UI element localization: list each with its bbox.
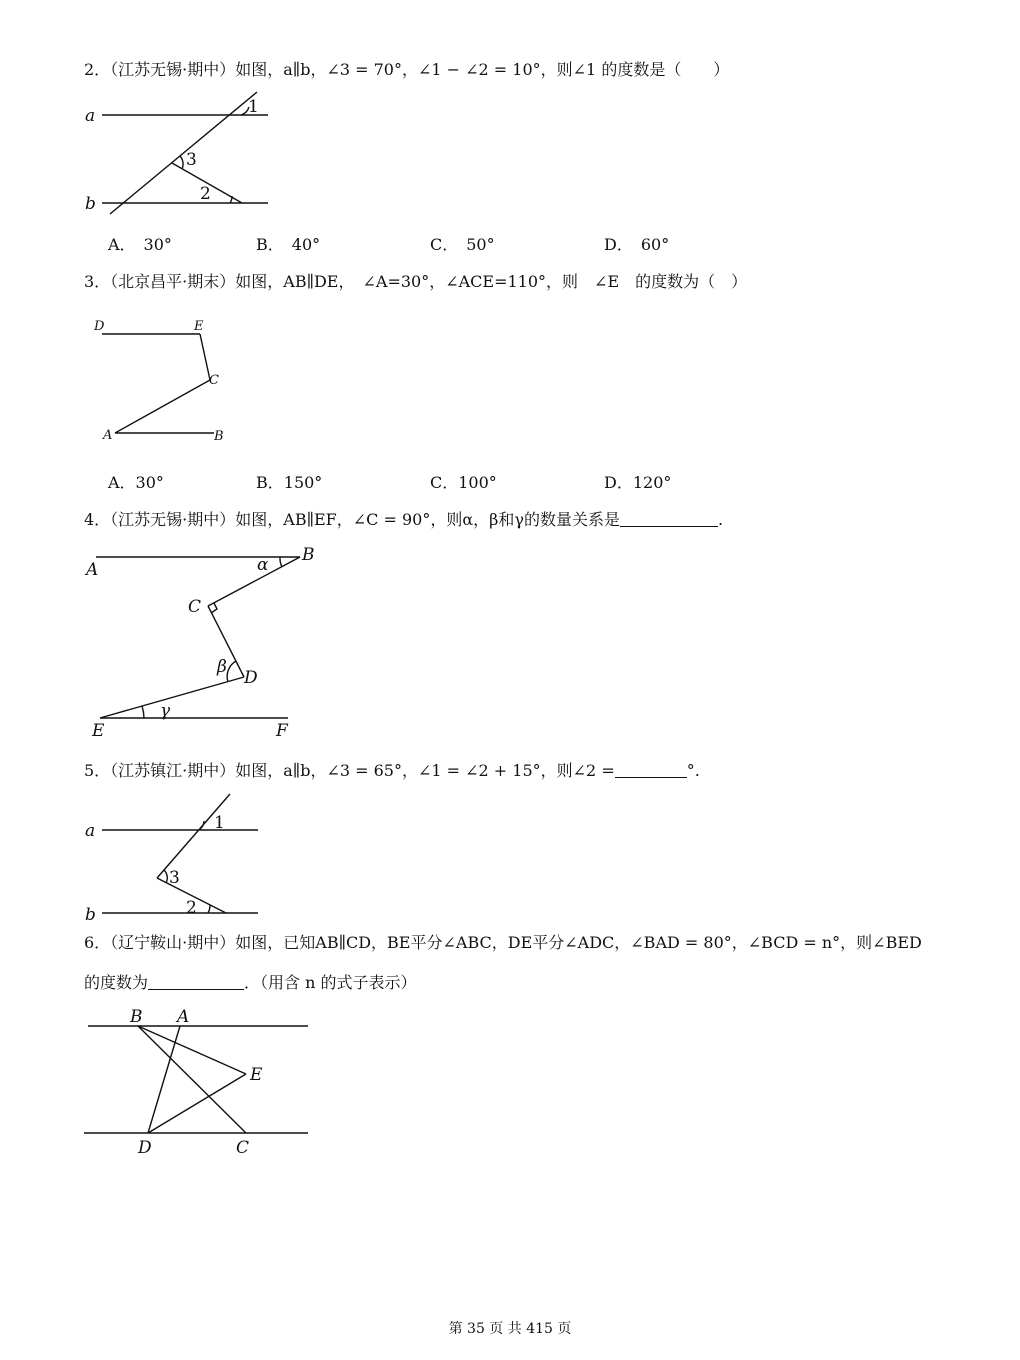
segment-BC [208, 557, 300, 606]
q2-choice-b: B． 40° [256, 235, 321, 254]
label-angle-1: 1 [214, 813, 225, 833]
segment-DE [100, 677, 244, 718]
label-F: F [276, 721, 288, 741]
label-A: A [103, 428, 113, 443]
label-b: b [85, 905, 96, 925]
segment-CA [115, 380, 210, 433]
question-2-figure [80, 86, 280, 218]
q6-prefix: 的度数为 [84, 973, 149, 992]
label-a: a [85, 106, 96, 126]
label-angle-2: 2 [186, 898, 197, 918]
q4-tail: . [717, 510, 724, 529]
question-6-line2 [84, 972, 417, 994]
q5-text: 5．（江苏镇江·期中）如图，a∥b，∠3 = 65°，∠1 = ∠2 + 15°，则∠2 = [84, 761, 615, 780]
q2-choice-c: C． 50° [430, 235, 495, 254]
question-6-figure [80, 1000, 320, 1160]
alpha-arc [280, 557, 282, 567]
label-E: E [92, 721, 105, 741]
question-2-stem: 2．（江苏无锡·期中）如图，a∥b，∠3 = 70°，∠1 − ∠2 = 10°，则∠1 的度数是（ ） [84, 60, 730, 79]
gamma-arc [142, 706, 144, 718]
angle-1-arc [199, 821, 204, 830]
question-4-figure [82, 540, 322, 740]
question-5-figure [80, 790, 280, 925]
label-D: D [138, 1138, 152, 1158]
label-B: B [130, 1007, 143, 1027]
label-beta: β [217, 657, 227, 677]
beta-arc [227, 661, 236, 682]
answer-blank[interactable] [148, 973, 244, 990]
q3-choice-d: D．120° [604, 473, 672, 492]
label-b: b [85, 194, 96, 214]
page-footer: 第 35 页 共 415 页 [448, 1321, 572, 1337]
answer-blank[interactable] [620, 510, 718, 527]
label-E: E [194, 319, 204, 334]
angle-2-arc [208, 905, 210, 913]
label-D: D [244, 668, 258, 688]
label-A: A [177, 1007, 190, 1027]
label-a: a [85, 821, 96, 841]
label-B: B [302, 545, 315, 565]
q3-choice-c: C．100° [430, 473, 497, 492]
q2-choice-d: D． 60° [604, 235, 670, 254]
question-5-stem [84, 760, 700, 782]
segment-upper [157, 794, 230, 878]
label-alpha: α [257, 555, 269, 575]
label-angle-3: 3 [169, 868, 180, 888]
label-B: B [214, 429, 224, 444]
q2-choice-a: A． 30° [108, 235, 172, 254]
q6-suffix: ．（用含 n 的式子表示） [244, 973, 417, 992]
label-C: C [236, 1138, 250, 1158]
label-angle-2: 2 [200, 184, 211, 204]
answer-blank[interactable] [615, 761, 687, 778]
question-4-stem [84, 509, 723, 531]
segment-BE [138, 1026, 246, 1074]
label-A: A [86, 560, 99, 580]
label-angle-1: 1 [248, 97, 259, 117]
question-3-stem: 3．（北京昌平·期末）如图，AB∥DE， ∠A=30°，∠ACE=110°，则 ∠E 的度数为（ ） [84, 272, 748, 291]
label-D: D [94, 319, 105, 334]
q4-text: 4．（江苏无锡·期中）如图，AB∥EF，∠C = 90°，则α，β和γ的数量关系是 [84, 510, 620, 529]
q3-choice-b: B．150° [256, 473, 323, 492]
transversal [110, 92, 257, 214]
q5-tail: °. [686, 761, 700, 780]
question-6-stem: 6．（辽宁鞍山·期中）如图，已知AB∥CD，BE平分∠ABC，DE平分∠ADC，∠BAD = 80°，∠BCD = n°，则∠BED [84, 933, 922, 952]
q3-choice-a: A．30° [108, 473, 164, 492]
label-C: C [209, 373, 219, 388]
label-C: C [188, 597, 202, 617]
label-gamma: γ [160, 701, 171, 721]
label-E: E [250, 1065, 263, 1085]
segment-BC [138, 1026, 246, 1133]
label-angle-3: 3 [186, 150, 197, 170]
question-3-figure [90, 312, 240, 447]
